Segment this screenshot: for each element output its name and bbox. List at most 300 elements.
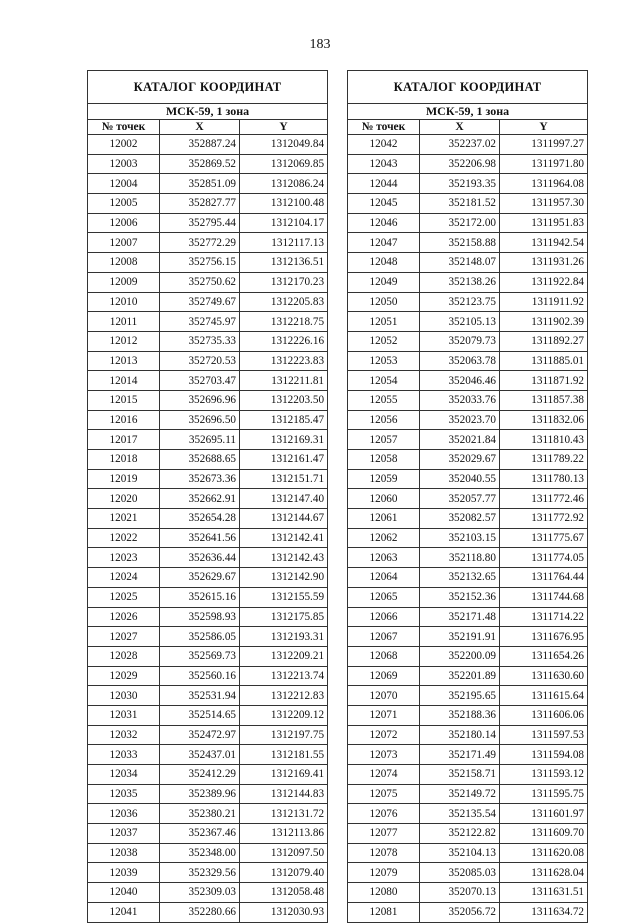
y-coordinate-cell: 1312209.21 [240,646,328,666]
point-number-cell: 12014 [88,371,160,391]
table-row [88,568,328,588]
point-number-cell: 12050 [348,292,420,312]
x-coordinate-cell: 352851.09 [160,174,240,194]
x-coordinate-cell: 352827.77 [160,194,240,214]
point-number-cell: 12028 [88,646,160,666]
y-coordinate-cell: 1312193.31 [240,627,328,647]
table-row [88,292,328,312]
table-row [88,646,328,666]
point-number-cell: 12020 [88,489,160,509]
point-number-cell: 12039 [88,863,160,883]
x-coordinate-cell: 352180.14 [420,725,500,745]
point-number-cell: 12057 [348,430,420,450]
y-coordinate-cell: 1312185.47 [240,410,328,430]
y-coordinate-cell: 1312175.85 [240,607,328,627]
y-coordinate-cell: 1311634.72 [500,902,588,922]
x-coordinate-cell: 352869.52 [160,154,240,174]
y-coordinate-cell: 1312212.83 [240,686,328,706]
table-row [348,627,588,647]
point-number-cell: 12065 [348,587,420,607]
y-coordinate-cell: 1311772.46 [500,489,588,509]
point-number-cell: 12059 [348,469,420,489]
table-row [88,213,328,233]
x-coordinate-cell: 352745.97 [160,312,240,332]
point-number-cell: 12017 [88,430,160,450]
y-coordinate-cell: 1311676.95 [500,627,588,647]
table-row [88,627,328,647]
y-coordinate-cell: 1311594.08 [500,745,588,765]
coordinate-catalog-left [87,70,328,923]
point-number-cell: 12055 [348,390,420,410]
y-coordinate-cell: 1311609.70 [500,824,588,844]
x-coordinate-cell: 352152.36 [420,587,500,607]
y-coordinate-cell: 1311789.22 [500,450,588,470]
y-coordinate-cell: 1312142.41 [240,528,328,548]
y-coordinate-cell: 1312211.81 [240,371,328,391]
y-coordinate-cell: 1312086.24 [240,174,328,194]
coordinate-system-label: МСК-59, 1 зона [348,104,588,120]
table-row [88,174,328,194]
point-number-cell: 12009 [88,272,160,292]
y-coordinate-cell: 1312079.40 [240,863,328,883]
y-coordinate-cell: 1311942.54 [500,233,588,253]
x-coordinate-cell: 352082.57 [420,509,500,529]
column-header-y: Y [240,120,328,135]
x-coordinate-cell: 352615.16 [160,587,240,607]
x-coordinate-cell: 352348.00 [160,843,240,863]
y-coordinate-cell: 1311951.83 [500,213,588,233]
x-coordinate-cell: 352586.05 [160,627,240,647]
table-row [88,135,328,155]
table-row [348,213,588,233]
x-coordinate-cell: 352123.75 [420,292,500,312]
table-row [348,824,588,844]
table-row [348,194,588,214]
point-number-cell: 12011 [88,312,160,332]
y-coordinate-cell: 1311654.26 [500,646,588,666]
table-row [348,646,588,666]
table-row [348,371,588,391]
point-number-cell: 12023 [88,548,160,568]
table-row [88,194,328,214]
table-row [88,548,328,568]
point-number-cell: 12030 [88,686,160,706]
point-number-cell: 12018 [88,450,160,470]
table-row [88,272,328,292]
point-number-cell: 12075 [348,784,420,804]
y-coordinate-cell: 1311931.26 [500,253,588,273]
table-row [348,410,588,430]
x-coordinate-cell: 352735.33 [160,331,240,351]
table-row [88,883,328,903]
table-row [88,154,328,174]
table-row [348,331,588,351]
y-coordinate-cell: 1312113.86 [240,824,328,844]
y-coordinate-cell: 1312147.40 [240,489,328,509]
x-coordinate-cell: 352070.13 [420,883,500,903]
table-row [88,666,328,686]
x-coordinate-cell: 352703.47 [160,371,240,391]
table-row [88,843,328,863]
x-coordinate-cell: 352195.65 [420,686,500,706]
point-number-cell: 12048 [348,253,420,273]
table-row [88,489,328,509]
catalog-title: КАТАЛОГ КООРДИНАТ [88,71,328,104]
x-coordinate-cell: 352688.65 [160,450,240,470]
y-coordinate-cell: 1311892.27 [500,331,588,351]
x-coordinate-cell: 352437.01 [160,745,240,765]
y-coordinate-cell: 1312218.75 [240,312,328,332]
point-number-cell: 12029 [88,666,160,686]
point-number-cell: 12062 [348,528,420,548]
y-coordinate-cell: 1312223.83 [240,351,328,371]
point-number-cell: 12032 [88,725,160,745]
y-coordinate-cell: 1312144.83 [240,784,328,804]
x-coordinate-cell: 352696.96 [160,390,240,410]
point-number-cell: 12006 [88,213,160,233]
x-coordinate-cell: 352056.72 [420,902,500,922]
point-number-cell: 12015 [88,390,160,410]
table-row [88,725,328,745]
point-number-cell: 12061 [348,509,420,529]
point-number-cell: 12026 [88,607,160,627]
column-header-point-number: № точек [88,120,160,135]
x-coordinate-cell: 352695.11 [160,430,240,450]
y-coordinate-cell: 1312069.85 [240,154,328,174]
y-coordinate-cell: 1312155.59 [240,587,328,607]
y-coordinate-cell: 1311911.92 [500,292,588,312]
table-row [348,725,588,745]
x-coordinate-cell: 352636.44 [160,548,240,568]
table-row [88,607,328,627]
point-number-cell: 12031 [88,705,160,725]
table-row [348,686,588,706]
table-row [348,154,588,174]
x-coordinate-cell: 352367.46 [160,824,240,844]
catalog-title: КАТАЛОГ КООРДИНАТ [348,71,588,104]
point-number-cell: 12067 [348,627,420,647]
y-coordinate-cell: 1312136.51 [240,253,328,273]
point-number-cell: 12041 [88,902,160,922]
x-coordinate-cell: 352033.76 [420,390,500,410]
point-number-cell: 12027 [88,627,160,647]
coordinate-catalog-right [347,70,588,923]
table-row [88,528,328,548]
x-coordinate-cell: 352696.50 [160,410,240,430]
y-coordinate-cell: 1312049.84 [240,135,328,155]
y-coordinate-cell: 1311775.67 [500,528,588,548]
y-coordinate-cell: 1311971.80 [500,154,588,174]
point-number-cell: 12054 [348,371,420,391]
x-coordinate-cell: 352040.55 [420,469,500,489]
x-coordinate-cell: 352598.93 [160,607,240,627]
y-coordinate-cell: 1311593.12 [500,765,588,785]
table-row [348,568,588,588]
x-coordinate-cell: 352138.26 [420,272,500,292]
y-coordinate-cell: 1311615.64 [500,686,588,706]
point-number-cell: 12035 [88,784,160,804]
x-coordinate-cell: 352237.02 [420,135,500,155]
table-row [348,351,588,371]
x-coordinate-cell: 352795.44 [160,213,240,233]
point-number-cell: 12069 [348,666,420,686]
x-coordinate-cell: 352749.67 [160,292,240,312]
table-row [88,410,328,430]
x-coordinate-cell: 352280.66 [160,902,240,922]
x-coordinate-cell: 352023.70 [420,410,500,430]
column-header-x: X [420,120,500,135]
point-number-cell: 12002 [88,135,160,155]
point-number-cell: 12058 [348,450,420,470]
y-coordinate-cell: 1311620.08 [500,843,588,863]
x-coordinate-cell: 352569.73 [160,646,240,666]
point-number-cell: 12042 [348,135,420,155]
column-header-y: Y [500,120,588,135]
point-number-cell: 12024 [88,568,160,588]
x-coordinate-cell: 352654.28 [160,509,240,529]
y-coordinate-cell: 1311714.22 [500,607,588,627]
column-header-x: X [160,120,240,135]
point-number-cell: 12051 [348,312,420,332]
point-number-cell: 12033 [88,745,160,765]
x-coordinate-cell: 352172.00 [420,213,500,233]
table-row [88,587,328,607]
y-coordinate-cell: 1311744.68 [500,587,588,607]
y-coordinate-cell: 1312205.83 [240,292,328,312]
y-coordinate-cell: 1311764.44 [500,568,588,588]
x-coordinate-cell: 352560.16 [160,666,240,686]
point-number-cell: 12005 [88,194,160,214]
table-row [88,430,328,450]
x-coordinate-cell: 352389.96 [160,784,240,804]
x-coordinate-cell: 352149.72 [420,784,500,804]
point-number-cell: 12066 [348,607,420,627]
column-header-point-number: № точек [348,120,420,135]
table-row [88,745,328,765]
table-row [88,469,328,489]
point-number-cell: 12052 [348,331,420,351]
y-coordinate-cell: 1312104.17 [240,213,328,233]
table-row [348,390,588,410]
point-number-cell: 12064 [348,568,420,588]
x-coordinate-cell: 352772.29 [160,233,240,253]
table-row [348,292,588,312]
table-row [88,450,328,470]
x-coordinate-cell: 352673.36 [160,469,240,489]
x-coordinate-cell: 352472.97 [160,725,240,745]
point-number-cell: 12040 [88,883,160,903]
point-number-cell: 12079 [348,863,420,883]
point-number-cell: 12046 [348,213,420,233]
point-number-cell: 12080 [348,883,420,903]
point-number-cell: 12019 [88,469,160,489]
table-row [88,902,328,922]
point-number-cell: 12056 [348,410,420,430]
y-coordinate-cell: 1312131.72 [240,804,328,824]
y-coordinate-cell: 1312169.41 [240,765,328,785]
point-number-cell: 12072 [348,725,420,745]
x-coordinate-cell: 352135.54 [420,804,500,824]
point-number-cell: 12025 [88,587,160,607]
point-number-cell: 12013 [88,351,160,371]
table-row [88,686,328,706]
x-coordinate-cell: 352201.89 [420,666,500,686]
point-number-cell: 12036 [88,804,160,824]
point-number-cell: 12021 [88,509,160,529]
y-coordinate-cell: 1311997.27 [500,135,588,155]
table-row [348,705,588,725]
y-coordinate-cell: 1312097.50 [240,843,328,863]
x-coordinate-cell: 352193.35 [420,174,500,194]
x-coordinate-cell: 352309.03 [160,883,240,903]
table-row [348,666,588,686]
table-row [348,765,588,785]
x-coordinate-cell: 352158.88 [420,233,500,253]
table-row [348,784,588,804]
point-number-cell: 12003 [88,154,160,174]
y-coordinate-cell: 1311595.75 [500,784,588,804]
table-row [348,883,588,903]
y-coordinate-cell: 1311630.60 [500,666,588,686]
y-coordinate-cell: 1311832.06 [500,410,588,430]
table-row [348,548,588,568]
y-coordinate-cell: 1312226.16 [240,331,328,351]
table-row [348,607,588,627]
table-row [88,863,328,883]
point-number-cell: 12076 [348,804,420,824]
y-coordinate-cell: 1312151.71 [240,469,328,489]
table-row [348,430,588,450]
point-number-cell: 12037 [88,824,160,844]
point-number-cell: 12053 [348,351,420,371]
y-coordinate-cell: 1312142.43 [240,548,328,568]
table-row [348,509,588,529]
table-row [348,272,588,292]
y-coordinate-cell: 1311628.04 [500,863,588,883]
table-row [88,804,328,824]
point-number-cell: 12038 [88,843,160,863]
y-coordinate-cell: 1311871.92 [500,371,588,391]
x-coordinate-cell: 352641.56 [160,528,240,548]
y-coordinate-cell: 1312169.31 [240,430,328,450]
y-coordinate-cell: 1311902.39 [500,312,588,332]
table-row [348,902,588,922]
x-coordinate-cell: 352132.65 [420,568,500,588]
y-coordinate-cell: 1312213.74 [240,666,328,686]
y-coordinate-cell: 1312058.48 [240,883,328,903]
x-coordinate-cell: 352029.67 [420,450,500,470]
table-row [88,390,328,410]
table-row [88,765,328,785]
y-coordinate-cell: 1311631.51 [500,883,588,903]
x-coordinate-cell: 352380.21 [160,804,240,824]
x-coordinate-cell: 352191.91 [420,627,500,647]
table-row [348,450,588,470]
table-row [88,509,328,529]
x-coordinate-cell: 352046.46 [420,371,500,391]
point-number-cell: 12008 [88,253,160,273]
y-coordinate-cell: 1312203.50 [240,390,328,410]
point-number-cell: 12063 [348,548,420,568]
point-number-cell: 12077 [348,824,420,844]
x-coordinate-cell: 352104.13 [420,843,500,863]
point-number-cell: 12049 [348,272,420,292]
table-row [348,469,588,489]
point-number-cell: 12047 [348,233,420,253]
y-coordinate-cell: 1312100.48 [240,194,328,214]
point-number-cell: 12043 [348,154,420,174]
y-coordinate-cell: 1312209.12 [240,705,328,725]
y-coordinate-cell: 1312197.75 [240,725,328,745]
x-coordinate-cell: 352887.24 [160,135,240,155]
x-coordinate-cell: 352021.84 [420,430,500,450]
x-coordinate-cell: 352105.13 [420,312,500,332]
x-coordinate-cell: 352057.77 [420,489,500,509]
table-row [348,528,588,548]
point-number-cell: 12074 [348,765,420,785]
point-number-cell: 12034 [88,765,160,785]
table-row [348,312,588,332]
table-row [88,784,328,804]
y-coordinate-cell: 1311606.06 [500,705,588,725]
point-number-cell: 12071 [348,705,420,725]
point-number-cell: 12070 [348,686,420,706]
y-coordinate-cell: 1311601.97 [500,804,588,824]
table-row [348,843,588,863]
point-number-cell: 12012 [88,331,160,351]
point-number-cell: 12022 [88,528,160,548]
y-coordinate-cell: 1311964.08 [500,174,588,194]
x-coordinate-cell: 352063.78 [420,351,500,371]
y-coordinate-cell: 1312117.13 [240,233,328,253]
x-coordinate-cell: 352171.48 [420,607,500,627]
y-coordinate-cell: 1311857.38 [500,390,588,410]
x-coordinate-cell: 352662.91 [160,489,240,509]
coordinate-system-label: МСК-59, 1 зона [88,104,328,120]
point-number-cell: 12044 [348,174,420,194]
y-coordinate-cell: 1311885.01 [500,351,588,371]
x-coordinate-cell: 352514.65 [160,705,240,725]
table-row [348,174,588,194]
point-number-cell: 12045 [348,194,420,214]
table-row [88,253,328,273]
page-number: 183 [309,37,331,52]
x-coordinate-cell: 352629.67 [160,568,240,588]
point-number-cell: 12073 [348,745,420,765]
y-coordinate-cell: 1311780.13 [500,469,588,489]
table-row [88,371,328,391]
table-row [88,331,328,351]
table-row [348,253,588,273]
x-coordinate-cell: 352531.94 [160,686,240,706]
table-row [348,233,588,253]
x-coordinate-cell: 352756.15 [160,253,240,273]
point-number-cell: 12007 [88,233,160,253]
x-coordinate-cell: 352079.73 [420,331,500,351]
y-coordinate-cell: 1312170.23 [240,272,328,292]
table-row [348,135,588,155]
x-coordinate-cell: 352103.15 [420,528,500,548]
point-number-cell: 12010 [88,292,160,312]
y-coordinate-cell: 1312030.93 [240,902,328,922]
table-row [88,705,328,725]
table-row [348,745,588,765]
x-coordinate-cell: 352122.82 [420,824,500,844]
x-coordinate-cell: 352750.62 [160,272,240,292]
point-number-cell: 12060 [348,489,420,509]
point-number-cell: 12078 [348,843,420,863]
y-coordinate-cell: 1311774.05 [500,548,588,568]
